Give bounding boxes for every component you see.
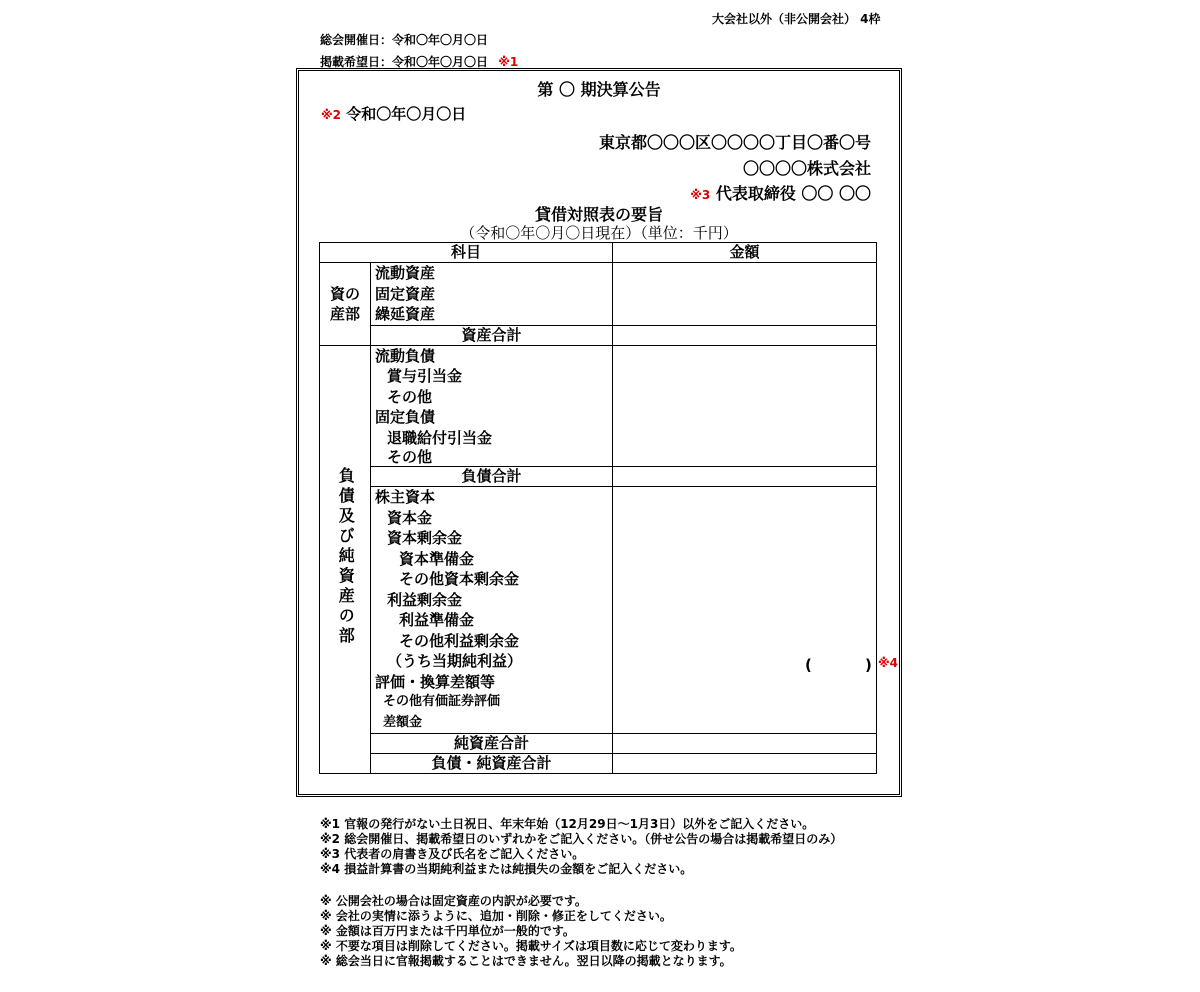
note-item: ※ 公開会社の場合は固定資産の内訳が必要です。 [320,894,587,908]
subject-header: 科目 [320,243,613,263]
equity-total-amount [613,734,877,754]
liab-equity-section-text: 負債及び純資産の部 [336,466,356,647]
asset-amount-cell [613,263,877,326]
note-item: ※1 官報の発行がない土日祝日、年末年始（12月29日～1月3日）以外をご記入ください。 [320,817,815,831]
list-item: 差額金 [383,714,423,730]
list-item: 評価・換算差額等 [375,672,496,691]
list-item: 賞与引当金 [387,367,463,385]
list-item: その他利益剰余金 [399,631,520,650]
assets-section-label [320,263,371,346]
company-address: 東京都〇〇〇区〇〇〇〇丁目〇番〇号 [598,133,871,152]
company-name: 〇〇〇〇株式会社 [742,159,871,178]
liability-items [371,345,613,467]
notes-list [320,817,842,877]
bs-title: 貸借対照表の要旨 [534,205,663,224]
meeting-date: 総会開催日：令和〇年〇月〇日 [320,33,489,47]
balance-sheet-table [319,242,877,774]
liability-amount-cell [613,345,877,467]
note-item: ※4 損益計算書の当期純利益または純損失の金額をご記入ください。 [320,862,693,876]
asset-items [371,263,613,326]
note-item: ※2 総会開催日、掲載希望日のいずれかをご記入ください。（併せ公告の場合は掲載希望日のみ） [320,832,843,846]
representative-mark: ※3 [690,188,711,202]
notice-date: 令和〇年〇月〇日 [346,105,467,123]
equity-total-label: 純資産合計 [371,734,613,754]
assets-section-text: 資の産部 [329,284,360,323]
list-item: その他有価証券評価 [383,694,501,709]
liability-total-label: 負債合計 [371,467,613,487]
net-income-note-mark: ※4 [878,656,899,670]
list-item: 利益剰余金 [387,590,463,609]
notice-date-mark: ※2 [321,108,342,122]
representative-line [690,181,871,204]
list-item: 固定資産 [375,284,436,303]
amount-header: 金額 [613,243,877,263]
notice-date-line [321,103,466,124]
net-income-paren-open: ( [805,656,812,674]
net-income-paren-close: ) [865,656,872,674]
list-item: その他 [387,387,433,406]
list-item: 株主資本 [375,488,436,506]
note-item: ※3 代表者の肩書き及び氏名をご記入ください。 [320,847,585,861]
asset-total-amount [613,325,877,345]
publish-date-note-mark: ※1 [498,55,519,69]
notice-title: 第 〇 期決算公告 [537,80,661,99]
asset-total-label: 資産合計 [371,325,613,345]
general-notes-list [320,894,742,969]
list-item: 流動資産 [375,264,436,282]
note-item: ※ 総会当日に官報掲載することはできません。翌日以降の掲載となります。 [320,954,732,968]
liab-equity-section-label [320,345,371,774]
representative: 代表取締役 〇〇 〇〇 [715,184,871,203]
equity-items [371,487,613,734]
note-item: ※ 会社の実情に添うように、追加・削除・修正をしてください。 [320,909,672,923]
grand-total-amount [613,754,877,774]
list-item: 繰延資産 [375,305,436,323]
list-item: 資本金 [387,508,433,527]
note-item: ※ 不要な項目は削除してください。掲載サイズは項目数に応じて変わります。 [320,939,742,953]
grand-total-label: 負債・純資産合計 [371,754,613,774]
list-item: 流動負債 [375,346,436,365]
list-item: （うち当期純利益） [387,652,523,670]
note-item: ※ 金額は百万円または千円単位が一般的です。 [320,924,575,938]
liability-total-amount [613,467,877,487]
publish-date: 掲載希望日：令和〇年〇月〇日 [320,55,489,69]
list-item: その他資本剰余金 [399,570,520,588]
bs-subtitle: （令和〇年〇月〇日現在）（単位：千円） [460,224,738,242]
list-item: 資本剰余金 [387,529,463,547]
list-item: 固定負債 [375,408,436,426]
list-item: 資本準備金 [399,549,475,568]
list-item: その他 [387,448,433,466]
equity-amount-cell [613,487,877,734]
notice-frame [296,68,902,797]
list-item: 退職給付引当金 [387,428,493,447]
list-item: 利益準備金 [399,611,475,629]
ad-type-label: 大会社以外（非公開会社） 4枠 [712,12,881,26]
